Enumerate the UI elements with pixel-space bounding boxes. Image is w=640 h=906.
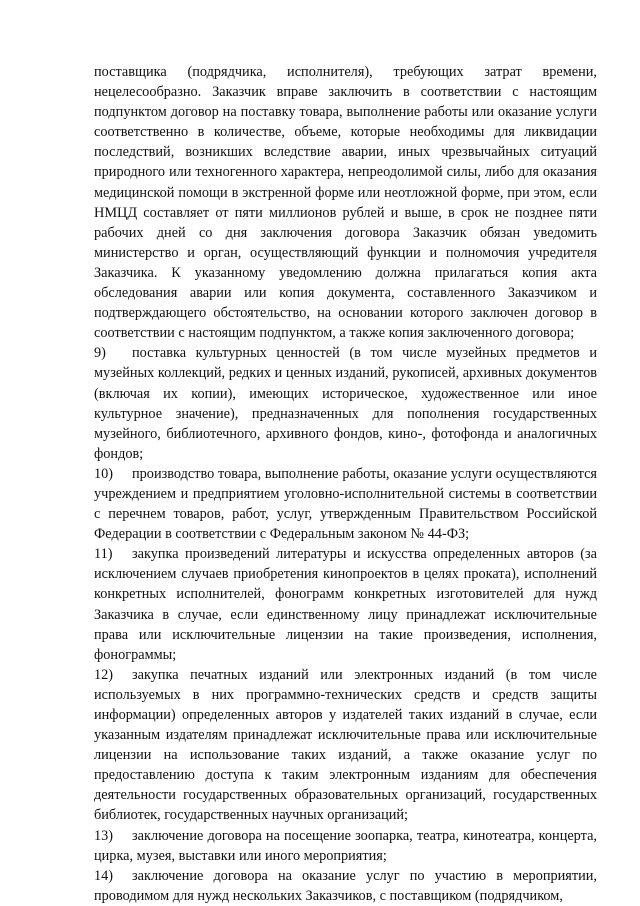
list-item-14 [94,866,597,906]
list-item-text: производство товара, выполнение работы, оказание услуги осуществляются учреждением и предприятием уголовно-исполнительной системы в соответствии с перечнем товаров, работ, услуг, утвержденным Правительством Российской Федерации в соответствии с Федеральным законом № 44-ФЗ; [94,465,597,543]
intro-paragraph: поставщика (подрядчика, исполнителя), требующих затрат времени, нецелесообразно. Заказчик вправе заключить в соответствии с настоящим подпунктом договор на поставку товара, выполнение работы или оказание услуги соответственно в количестве, объеме, которые необходимы для ликвидации последствий, возникших вследствие аварии, иных чрезвычайных ситуаций природного или техногенного характера, непреодолимой силы, либо для оказания медицинской помощи в экстренной форме или неотложной форме, при этом, если НМЦД составляет от пяти миллионов рублей и выше, в срок не позднее пяти рабочих дней со дня заключения договора Заказчик обязан уведомить министерство и орган, осуществляющий функции и полномочия учредителя Заказчика. К указанному уведомлению должна прилагаться копия акта обследования аварии или копия документа, составленного Заказчиком и подтверждающего обстоятельство, на основании которого заключен договор в соответствии с настоящим подпунктом, а также копия заключенного договора; [94,64,597,342]
list-item-text: заключение договора на оказание услуг по участию в мероприятии, проводимом для нужд нескольких Заказчиков, с поставщиком (подрядчиком, [94,867,597,904]
list-item-9 [94,343,597,464]
list-item-10 [94,464,597,544]
list-item-text: закупка произведений литературы и искусства определенных авторов (за исключением случаев приобретения кинопроектов в целях проката), исполнений конкретных исполнителей, фонограмм конкретных изготовителей для нужд Заказчика в случае, если единственному лицу принадлежат исключительные права или исключительные лицензии на такие произведения, исполнения, фонограммы; [94,546,597,663]
list-item-11 [94,544,597,665]
list-item-number: 12) [94,666,114,683]
list-item-number: 9) [94,345,106,362]
list-item-number: 13) [94,827,114,844]
document-page [94,62,597,906]
list-item-number: 11) [94,546,113,563]
list-item-number: 14) [94,867,114,884]
list-item-text: закупка печатных изданий или электронных изданий (в том числе используемых в них программно-технических средств и средств защиты информации) определенных авторов у издателей таких изданий в случае, если указанным издателям принадлежат исключительные права или исключительные лицензии на использование таких изданий, а также оказание услуг по предоставлению доступа к таким электронным изданиям для обеспечения деятельности государственных образовательных организаций, государственных библиотек, государственных научных организаций; [94,666,597,824]
list-item-text: поставка культурных ценностей (в том числе музейных предметов и музейных коллекций, редких и ценных изданий, рукописей, архивных документов (включая их копии), имеющих историческое, художественное или иное культурное значение), предназначенных для пополнения государственных музейного, библиотечного, архивного фондов, кино-, фотофонда и аналогичных фондов; [94,345,597,462]
list-item-12 [94,665,597,826]
list-item-13 [94,826,597,866]
list-item-number: 10) [94,465,114,482]
list-item-text: заключение договора на посещение зоопарка, театра, кинотеатра, концерта, цирка, музея, выставки или иного мероприятия; [94,827,597,864]
